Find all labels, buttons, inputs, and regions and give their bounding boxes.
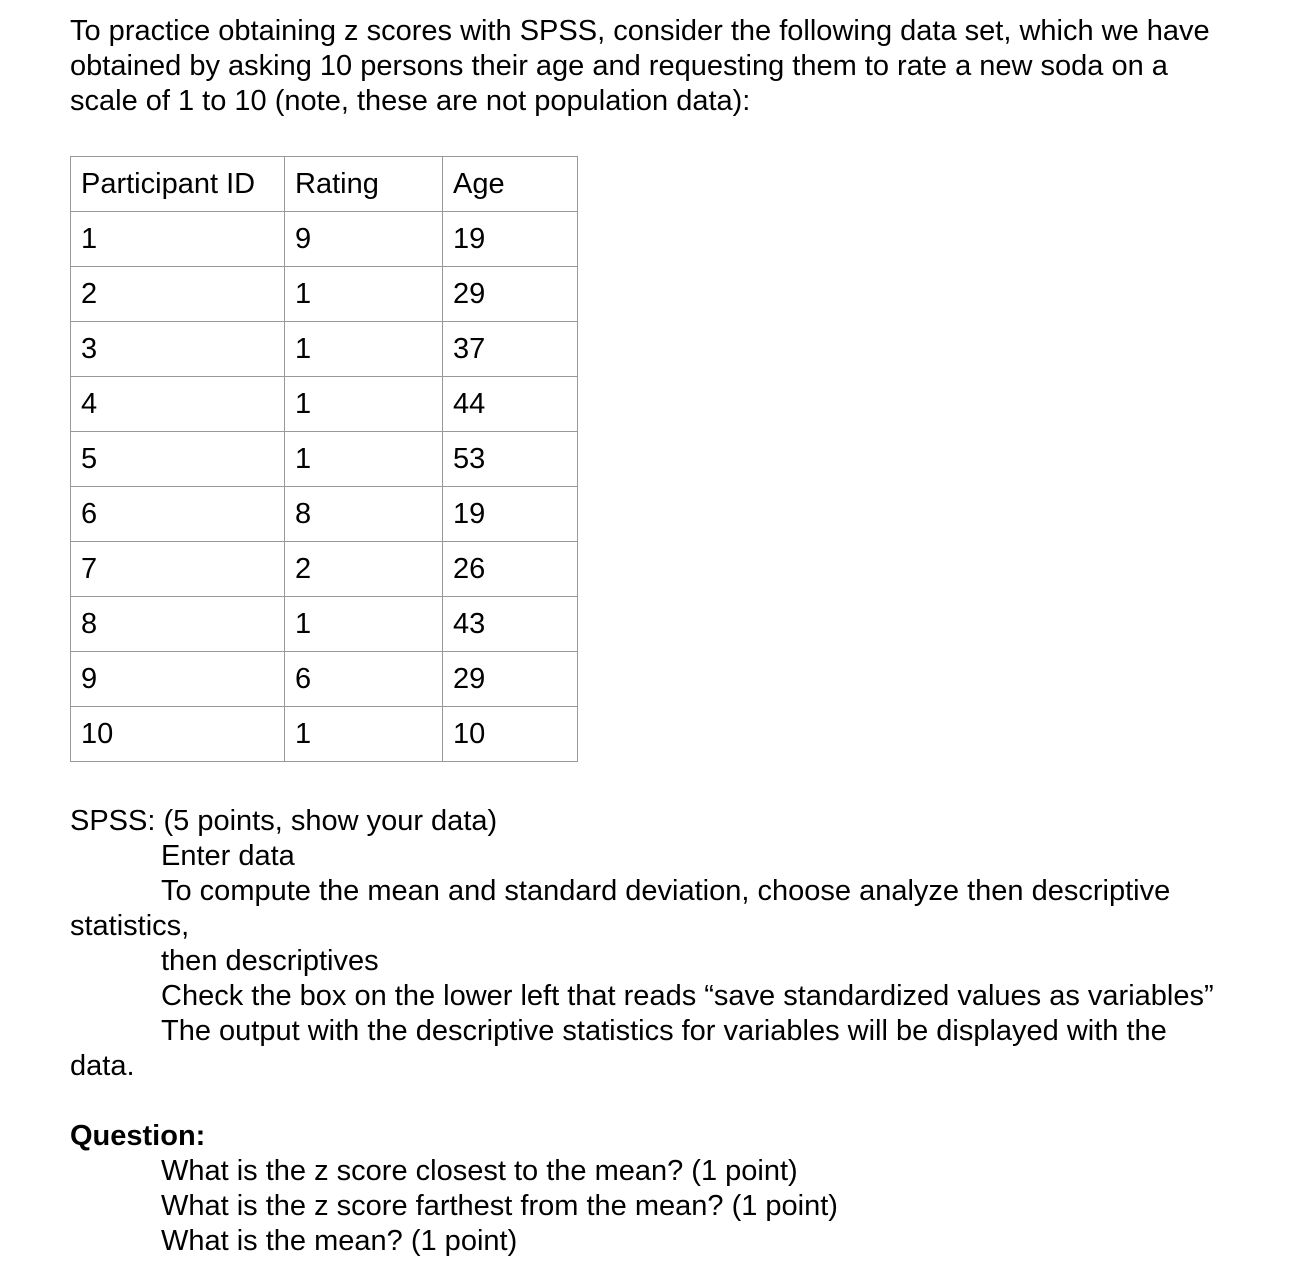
- cell-age: 43: [443, 597, 578, 652]
- table-row: [71, 597, 578, 652]
- cell-rating: 1: [285, 597, 443, 652]
- intro-line-2: obtained by asking 10 persons their age and requesting them to rate a new soda on a: [70, 50, 1168, 82]
- cell-rating: 6: [285, 652, 443, 707]
- question-2: What is the z score farthest from the mean? (1 point): [161, 1190, 838, 1222]
- cell-participant-id: 4: [71, 377, 285, 432]
- spss-step-checkbox: Check the box on the lower left that reads “save standardized values as variables”: [161, 980, 1214, 1012]
- spss-step-compute-continued: statistics,: [70, 910, 190, 942]
- table-row: [71, 707, 578, 762]
- cell-rating: 1: [285, 322, 443, 377]
- cell-participant-id: 9: [71, 652, 285, 707]
- cell-rating: 1: [285, 707, 443, 762]
- cell-participant-id: 5: [71, 432, 285, 487]
- data-table: [70, 156, 578, 762]
- table-row: [71, 432, 578, 487]
- cell-participant-id: 10: [71, 707, 285, 762]
- intro-paragraph: [70, 14, 1290, 119]
- cell-age: 29: [443, 652, 578, 707]
- cell-rating: 2: [285, 542, 443, 597]
- questions-section: [70, 1119, 1290, 1259]
- cell-rating: 1: [285, 432, 443, 487]
- cell-age: 10: [443, 707, 578, 762]
- document-page: [70, 14, 1290, 1257]
- question-heading: Question:: [70, 1120, 206, 1152]
- cell-participant-id: 3: [71, 322, 285, 377]
- intro-line-1: To practice obtaining z scores with SPSS, consider the following data set, which we have: [70, 15, 1210, 47]
- intro-line-3: scale of 1 to 10 (note, these are not population data):: [70, 85, 751, 117]
- header-participant-id: Participant ID: [71, 157, 285, 212]
- cell-age: 53: [443, 432, 578, 487]
- table-header-row: [71, 157, 578, 212]
- spss-step-output: The output with the descriptive statistics for variables will be displayed with the: [161, 1015, 1167, 1047]
- cell-rating: 1: [285, 377, 443, 432]
- table-row: [71, 267, 578, 322]
- table-row: [71, 652, 578, 707]
- cell-rating: 1: [285, 267, 443, 322]
- cell-participant-id: 7: [71, 542, 285, 597]
- table-row: [71, 377, 578, 432]
- cell-participant-id: 2: [71, 267, 285, 322]
- cell-age: 29: [443, 267, 578, 322]
- cell-participant-id: 8: [71, 597, 285, 652]
- table-row: [71, 212, 578, 267]
- header-age: Age: [443, 157, 578, 212]
- header-rating: Rating: [285, 157, 443, 212]
- cell-participant-id: 6: [71, 487, 285, 542]
- spss-step-output-continued: data.: [70, 1050, 135, 1082]
- cell-age: 19: [443, 487, 578, 542]
- question-1: What is the z score closest to the mean? (1 point): [161, 1155, 798, 1187]
- question-3: What is the mean? (1 point): [161, 1225, 518, 1257]
- spss-step-compute: To compute the mean and standard deviation, choose analyze then descriptive: [161, 875, 1171, 907]
- spss-step-enter-data: Enter data: [161, 840, 295, 872]
- cell-rating: 8: [285, 487, 443, 542]
- cell-age: 26: [443, 542, 578, 597]
- cell-participant-id: 1: [71, 212, 285, 267]
- spss-instructions: [70, 804, 1290, 1084]
- cell-age: 37: [443, 322, 578, 377]
- cell-age: 19: [443, 212, 578, 267]
- spss-step-descriptives: then descriptives: [161, 945, 379, 977]
- spss-heading: SPSS: (5 points, show your data): [70, 805, 498, 837]
- cell-age: 44: [443, 377, 578, 432]
- table-row: [71, 487, 578, 542]
- table-row: [71, 542, 578, 597]
- cell-rating: 9: [285, 212, 443, 267]
- table-row: [71, 322, 578, 377]
